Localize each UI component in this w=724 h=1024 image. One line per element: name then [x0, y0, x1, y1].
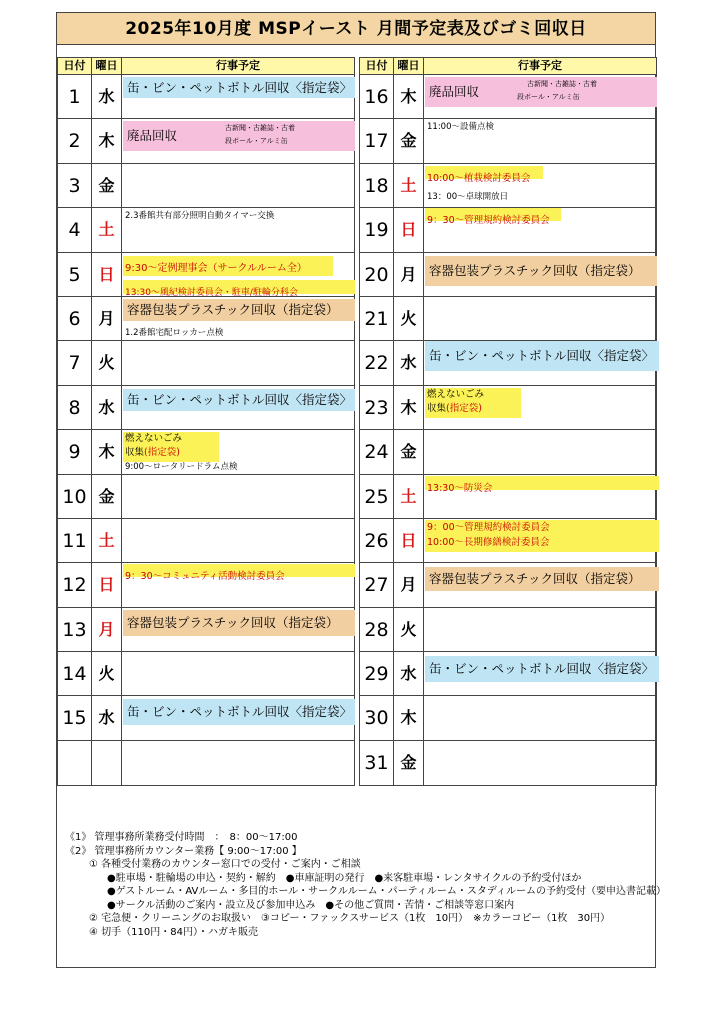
scrap-label: 廃品回収 — [127, 128, 178, 144]
events-cell — [122, 341, 354, 384]
weekday: 金 — [394, 119, 424, 162]
weekday: 水 — [394, 652, 424, 695]
calendar-row — [360, 563, 656, 607]
event-highlight: 9:30～定例理事会（サークルルーム全） — [123, 256, 333, 276]
event-highlight: 13:30～風紀検討委員会・駐車/駐輪分科会 — [123, 280, 355, 294]
weekday: 木 — [394, 386, 424, 429]
day-number: 15 — [58, 696, 92, 739]
events-cell — [122, 741, 354, 785]
weekday: 土 — [92, 208, 122, 251]
header-events: 行事予定 — [518, 59, 562, 72]
calendar-row — [360, 652, 656, 696]
can-bin-collection: 缶・ビン・ペットボトル回収〈指定袋〉 — [123, 389, 355, 411]
note-line: ① 各種受付業務のカウンター窓口での受付・ご案内・ご相談 — [89, 859, 361, 870]
event-highlight: 10:00～植栽検討委員会 — [425, 166, 543, 179]
calendar-row — [58, 386, 354, 430]
event-text: 9:00～ロータリードラム点検 — [125, 462, 238, 473]
office-notes — [65, 831, 667, 939]
day-number: 2 — [58, 119, 92, 162]
day-number: 6 — [58, 297, 92, 340]
events-cell — [424, 297, 656, 340]
plastic-collection: 容器包装プラスチック回収（指定袋） — [425, 567, 659, 591]
weekday: 金 — [92, 475, 122, 518]
weekday: 日 — [92, 563, 122, 606]
calendar-row — [58, 519, 354, 563]
header-day: 日付 — [360, 58, 394, 74]
scrap-collection — [425, 77, 657, 107]
header-row — [360, 58, 656, 75]
calendar-left — [57, 57, 355, 786]
note-line: ●駐車場・駐輪場の申込・契約・解約 ●車庫証明の発行 ●来客駐車場・レンタサイクルの予約受付ほか — [107, 872, 582, 884]
day-number: 31 — [360, 741, 394, 785]
weekday: 火 — [92, 652, 122, 695]
event-highlight: 9：00～管理規約検討委員会 10:00～長期修繕検討委員会 — [425, 520, 659, 552]
event-highlight: 9：30～管理規約検討委員会 — [425, 208, 561, 221]
weekday: 日 — [394, 519, 424, 562]
note-line: ④ 切手（110円・84円）・ハガキ販売 — [89, 926, 258, 938]
weekday: 月 — [394, 253, 424, 296]
note-line: 《1》 管理事務所業務受付時間 ： 8：00～17:00 — [65, 832, 298, 843]
weekday: 月 — [92, 297, 122, 340]
day-number: 7 — [58, 341, 92, 384]
event-text: 1.2番館宅配ロッカー点検 — [125, 327, 224, 338]
events-cell — [424, 341, 656, 384]
day-number: 24 — [360, 430, 394, 473]
events-cell — [122, 652, 354, 695]
day-number: 14 — [58, 652, 92, 695]
scrap-collection — [123, 121, 355, 151]
weekday: 日 — [92, 253, 122, 296]
weekday: 水 — [394, 341, 424, 384]
weekday: 火 — [92, 341, 122, 384]
weekday: 日 — [394, 208, 424, 251]
calendar-row — [58, 119, 354, 163]
events-cell — [424, 608, 656, 651]
calendar-row — [58, 164, 354, 208]
calendar-row — [360, 253, 656, 297]
weekday: 金 — [394, 741, 424, 785]
calendar-row — [58, 563, 354, 607]
weekday: 水 — [92, 696, 122, 739]
day-number: 5 — [58, 253, 92, 296]
note-line: ●ゲストルーム・AVルーム・多目的ホール・サークルルーム・パーティルーム・スタディルームの予約受付（要申込書記載） — [107, 886, 667, 897]
burnable-collection: 燃えないごみ 収集(指定袋) — [425, 388, 521, 418]
weekday: 木 — [92, 430, 122, 473]
page-title: 2025年10月度 MSPイースト 月間予定表及びゴミ回収日 — [57, 13, 655, 45]
weekday: 火 — [394, 608, 424, 651]
weekday: 木 — [394, 696, 424, 739]
scrap-label: 廃品回収 — [429, 84, 480, 99]
day-number: 16 — [360, 75, 394, 118]
header-events: 行事予定 — [216, 59, 260, 72]
weekday: 土 — [394, 164, 424, 207]
header-day: 日付 — [58, 58, 92, 74]
day-number: 20 — [360, 253, 394, 296]
calendar-row — [58, 253, 354, 297]
day-number: 4 — [58, 208, 92, 251]
day-number: 12 — [58, 563, 92, 606]
events-cell — [122, 119, 354, 162]
weekday: 金 — [394, 430, 424, 473]
day-number: 13 — [58, 608, 92, 651]
events-cell — [122, 563, 354, 606]
schedule-sheet — [56, 12, 667, 968]
event-highlight: 13:30～防災会 — [425, 476, 659, 490]
day-number: 25 — [360, 475, 394, 518]
weekday — [92, 741, 122, 785]
event-text: 13：00～卓球開放日 — [427, 191, 509, 202]
weekday: 土 — [394, 475, 424, 518]
note-line: ●サークル活動のご案内・設立及び参加申込み ●その他ご質問・苦情・ご相談等窓口案内 — [107, 899, 515, 911]
day-number: 29 — [360, 652, 394, 695]
plastic-collection: 容器包装プラスチック回収（指定袋） — [123, 610, 355, 636]
scrap-items-1: 古新聞・古雑誌・古着 — [527, 80, 597, 88]
header-weekday: 曜日 — [92, 58, 122, 74]
events-cell — [122, 297, 354, 340]
events-cell — [122, 519, 354, 562]
events-cell — [424, 75, 656, 118]
event-text: 11:00～設備点検 — [427, 122, 494, 133]
day-number: 19 — [360, 208, 394, 251]
weekday: 水 — [92, 386, 122, 429]
events-cell — [122, 75, 354, 118]
weekday: 木 — [92, 119, 122, 162]
calendar-row — [58, 741, 354, 785]
calendar-row — [58, 696, 354, 740]
calendar-row — [360, 430, 656, 474]
can-bin-collection: 缶・ビン・ペットボトル回収〈指定袋〉 — [123, 699, 355, 725]
events-cell — [122, 386, 354, 429]
note-line: 《2》 管理事務所カウンター業務【 9:00～17:00 】 — [65, 845, 302, 857]
scrap-items-2: 段ボール・アルミ缶 — [517, 93, 580, 101]
day-number: 30 — [360, 696, 394, 739]
day-number: 10 — [58, 475, 92, 518]
events-cell — [424, 208, 656, 251]
calendar-row — [360, 164, 656, 208]
scrap-items-1: 古新聞・古雑誌・古着 — [225, 124, 295, 133]
calendar-row — [360, 341, 656, 385]
day-number — [58, 741, 92, 785]
events-cell — [424, 430, 656, 473]
event-highlight: 9：30～コミュニティ活動検討委員会 — [123, 564, 355, 577]
weekday: 金 — [92, 164, 122, 207]
events-cell — [122, 475, 354, 518]
plastic-collection: 容器包装プラスチック回収（指定袋） — [123, 299, 355, 321]
calendar-row — [58, 341, 354, 385]
events-cell — [424, 741, 656, 785]
events-cell — [424, 253, 656, 296]
events-cell — [424, 119, 656, 162]
weekday: 火 — [394, 297, 424, 340]
day-number: 9 — [58, 430, 92, 473]
calendar-row — [360, 519, 656, 563]
day-number: 18 — [360, 164, 394, 207]
calendar-row — [360, 75, 656, 119]
note-line: ② 宅急便・クリーニングのお取扱い ③コピー・ファックスサービス（1枚 10円） ※カラーコピー（1枚 30円） — [89, 913, 611, 924]
events-cell — [122, 253, 354, 296]
scrap-items-2: 段ボール・アルミ缶 — [225, 137, 288, 146]
events-cell — [424, 563, 656, 606]
events-cell — [122, 430, 354, 473]
calendar-row — [58, 608, 354, 652]
weekday: 土 — [92, 519, 122, 562]
day-number: 26 — [360, 519, 394, 562]
events-cell — [424, 696, 656, 739]
day-number: 1 — [58, 75, 92, 118]
calendar-row — [360, 386, 656, 430]
calendar-row — [58, 430, 354, 474]
calendar-row — [360, 608, 656, 652]
events-cell — [424, 164, 656, 207]
calendar-row — [360, 208, 656, 252]
day-number: 21 — [360, 297, 394, 340]
events-cell — [122, 608, 354, 651]
day-number: 17 — [360, 119, 394, 162]
calendar-row — [58, 297, 354, 341]
day-number: 28 — [360, 608, 394, 651]
weekday: 木 — [394, 75, 424, 118]
day-number: 11 — [58, 519, 92, 562]
events-cell — [122, 208, 354, 251]
events-cell — [424, 519, 656, 562]
weekday: 水 — [92, 75, 122, 118]
calendar-row — [58, 208, 354, 252]
can-bin-collection: 缶・ビン・ペットボトル回収〈指定袋〉 — [425, 656, 659, 682]
calendar-row — [360, 741, 656, 785]
burnable-collection: 燃えないごみ 収集(指定袋) — [123, 432, 219, 462]
day-number: 27 — [360, 563, 394, 606]
calendar-row — [360, 297, 656, 341]
calendar-row — [360, 696, 656, 740]
weekday: 月 — [92, 608, 122, 651]
calendar-row — [58, 475, 354, 519]
events-cell — [122, 164, 354, 207]
header-weekday: 曜日 — [394, 58, 424, 74]
header-row — [58, 58, 354, 75]
plastic-collection: 容器包装プラスチック回収（指定袋） — [425, 256, 657, 286]
events-cell — [424, 475, 656, 518]
day-number: 22 — [360, 341, 394, 384]
day-number: 8 — [58, 386, 92, 429]
calendar-row — [360, 475, 656, 519]
events-cell — [122, 696, 354, 739]
calendar-row — [58, 652, 354, 696]
calendar-row — [360, 119, 656, 163]
can-bin-collection: 缶・ビン・ペットボトル回収〈指定袋〉 — [123, 77, 355, 98]
day-number: 3 — [58, 164, 92, 207]
events-cell — [424, 652, 656, 695]
event-text: 2.3番館共有部分照明自動タイマー交換 — [125, 211, 275, 222]
weekday: 月 — [394, 563, 424, 606]
calendar-row — [58, 75, 354, 119]
can-bin-collection: 缶・ビン・ペットボトル回収〈指定袋〉 — [425, 341, 659, 371]
day-number: 23 — [360, 386, 394, 429]
calendar-right — [359, 57, 657, 786]
events-cell — [424, 386, 656, 429]
